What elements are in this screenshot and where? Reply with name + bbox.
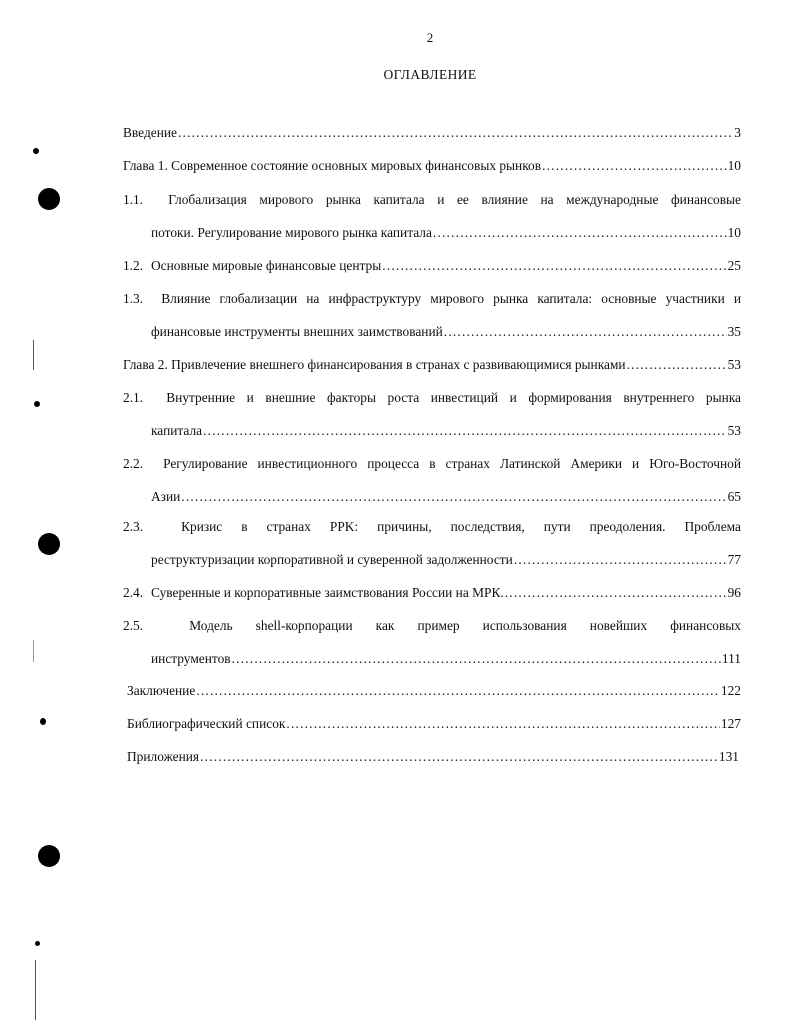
punch-hole xyxy=(38,533,60,555)
toc-section-number: 1.2. xyxy=(123,258,144,273)
scan-edge-line xyxy=(33,340,34,370)
toc-entry-label: Глобализация мирового рынка капитала и ее влияние на международные финансовые xyxy=(168,192,741,207)
toc-entry-section-2-4[interactable] xyxy=(123,585,741,601)
toc-section-number: 2.5. xyxy=(123,618,167,633)
scan-mark xyxy=(35,941,40,946)
toc-entry-section-2-2-cont[interactable] xyxy=(151,489,741,505)
toc-leader-dots xyxy=(382,258,726,274)
toc-page-number: 127 xyxy=(720,716,741,731)
toc-entry-section-1-1-cont[interactable] xyxy=(151,225,741,241)
punch-hole xyxy=(38,845,60,867)
toc-leader-dots xyxy=(196,683,720,699)
toc-entry-label: Внутренние и внешние факторы роста инвестиций и формирования внутреннего рынка xyxy=(166,390,741,405)
toc-entry-label: Глава 1. Современное состояние основных мировых финансовых рынков xyxy=(123,158,542,173)
toc-section-number: 2.3. xyxy=(123,519,163,534)
scan-edge-line xyxy=(33,640,34,662)
toc-leader-dots xyxy=(200,749,718,765)
toc-leader-dots xyxy=(178,125,733,141)
scan-mark xyxy=(40,718,46,725)
toc-entry-label: Влияние глобализации на инфраструктуру мирового рынка капитала: основные участники и xyxy=(161,291,741,306)
toc-entry-section-2-1[interactable] xyxy=(123,390,741,406)
toc-leader-dots xyxy=(286,716,719,732)
toc-entry-label: Заключение xyxy=(127,683,196,698)
toc-section-number: 1.3. xyxy=(123,291,153,306)
toc-page-number: 53 xyxy=(727,357,741,372)
toc-leader-dots xyxy=(542,158,727,174)
toc-page-number: 77 xyxy=(727,552,741,567)
toc-entry-section-2-3-cont[interactable] xyxy=(151,552,741,568)
toc-page-number: 10 xyxy=(727,225,741,240)
toc-entry-conclusion[interactable] xyxy=(127,683,741,699)
toc-entry-section-1-1[interactable] xyxy=(123,192,741,208)
toc-entry-label: Основные мировые финансовые центры xyxy=(151,258,382,273)
toc-leader-dots xyxy=(232,651,721,667)
toc-entry-label: капитала xyxy=(151,423,203,438)
toc-entry-section-2-1-cont[interactable] xyxy=(151,423,741,439)
toc-leader-dots xyxy=(627,357,727,373)
toc-entry-bibliography[interactable] xyxy=(127,716,741,732)
toc-page-number: 65 xyxy=(727,489,741,504)
toc-entry-label: Глава 2. Привлечение внешнего финансирования в странах с развивающимися рынками xyxy=(123,357,626,372)
toc-page-number: 122 xyxy=(720,683,741,698)
toc-entry-section-2-2[interactable] xyxy=(123,456,741,472)
toc-entry-section-2-3[interactable] xyxy=(123,519,741,535)
toc-entry-chapter-1[interactable] xyxy=(123,158,741,174)
toc-section-number: 2.4. xyxy=(123,585,144,600)
toc-entry-label: Азии xyxy=(151,489,181,504)
punch-hole xyxy=(38,188,60,210)
scan-edge-line xyxy=(35,960,36,1020)
toc-entry-label: Библиографический список xyxy=(127,716,286,731)
toc-leader-dots xyxy=(505,585,727,601)
toc-page-number: 111 xyxy=(721,651,741,666)
toc-entry-introduction[interactable] xyxy=(123,125,741,141)
toc-page-number: 96 xyxy=(727,585,741,600)
toc-page-number: 35 xyxy=(727,324,741,339)
toc-page-number: 10 xyxy=(727,158,741,173)
toc-entry-label: Суверенные и корпоративные заимствования России на МРК. xyxy=(151,585,504,600)
toc-section-number: 1.1. xyxy=(123,192,156,207)
toc-entry-label: инструментов xyxy=(151,651,231,666)
toc-entry-label: Модель shell-корпорации как пример использования новейших финансовых xyxy=(189,618,741,633)
toc-entry-chapter-2[interactable] xyxy=(123,357,741,373)
toc-leader-dots xyxy=(203,423,727,439)
page-title: ОГЛАВЛЕНИЕ xyxy=(383,67,477,82)
toc-page-number: 131 xyxy=(718,749,739,764)
toc-entry-section-2-5[interactable] xyxy=(123,618,741,634)
toc-entry-label: финансовые инструменты внешних заимствований xyxy=(151,324,443,339)
toc-page-number: 53 xyxy=(727,423,741,438)
toc-leader-dots xyxy=(444,324,727,340)
toc-page-number: 3 xyxy=(734,125,741,140)
toc-entry-label: Кризис в странах PPK: причины, последствия, пути преодоления. Проблема xyxy=(181,519,741,534)
scan-mark xyxy=(33,148,39,154)
toc-entry-label: реструктуризации корпоративной и суверенной задолженности xyxy=(151,552,513,567)
toc-section-number: 2.1. xyxy=(123,390,155,405)
toc-entry-label: Приложения xyxy=(127,749,200,764)
toc-entry-label: потоки. Регулирование мирового рынка капитала xyxy=(151,225,432,240)
toc-entry-section-1-3[interactable] xyxy=(123,291,741,307)
toc-leader-dots xyxy=(433,225,727,241)
toc-section-number: 2.2. xyxy=(123,456,154,471)
toc-entry-appendix[interactable] xyxy=(127,749,739,765)
toc-entry-section-1-3-cont[interactable] xyxy=(151,324,741,340)
toc-page-number: 25 xyxy=(727,258,741,273)
toc-entry-label: Регулирование инвестиционного процесса в странах Латинской Америки и Юго-Восточной xyxy=(163,456,741,471)
toc-leader-dots xyxy=(514,552,727,568)
toc-entry-label: Введение xyxy=(123,125,177,140)
scan-mark xyxy=(34,401,40,407)
toc-entry-section-1-2[interactable] xyxy=(123,258,741,274)
toc-leader-dots xyxy=(181,489,726,505)
toc-entry-section-2-5-cont[interactable] xyxy=(151,651,741,667)
page-number: 2 xyxy=(426,30,434,45)
